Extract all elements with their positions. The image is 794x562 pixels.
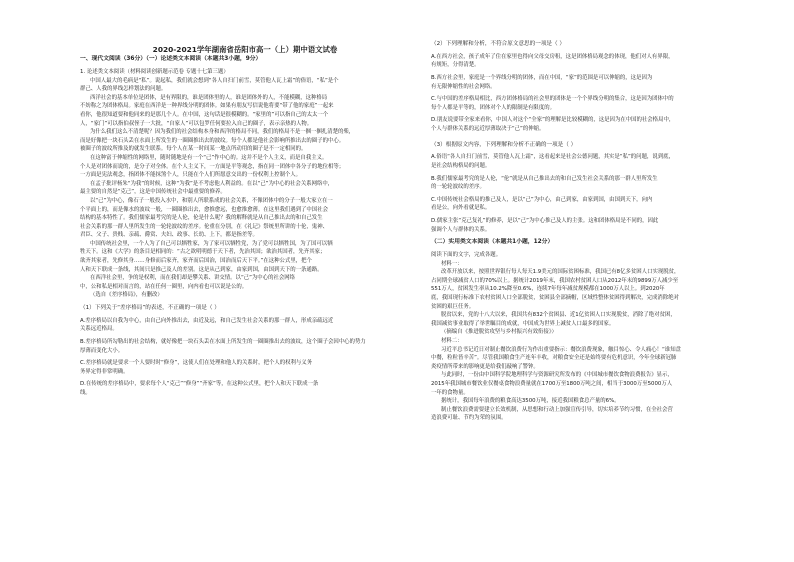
material-line: 占同期全球减贫人口的70%以上。据统计2019年末，我国农村贫困人口从2012年末的9899万人减少至 (431, 277, 679, 284)
exam-title: 2020-2021学年湖南省岳阳市高一（上）期中语文试卷 (152, 45, 338, 54)
section-2-heading: （二）实用类文本阅读（本题共1小题，12分） (431, 239, 554, 246)
material-2-label: 材料二： (441, 338, 463, 345)
section-1-heading: 一、现代文阅读（36分）（一）论述类文本阅读（本题共3小题，9分） (80, 56, 262, 62)
passage-line: 牲天下。这和《大学》的条目是相同的：“古之欲明明德于天下者，先治其国；欲治其国者，先齐其家； (80, 249, 326, 256)
passage-line: 不妨称之为团体格局。家庭在西洋是一种界线分明的团体。如果有朋友写信说他将要“带了他的家庭”一起来 (80, 103, 334, 110)
question-1-1: （1）下列关于“差序格局”的表述，不正确的一项是（ ） (80, 305, 220, 312)
section-2-intro: 阅读下面的文字，完成各题。 (431, 252, 502, 259)
option-line: 每个人都是平等的，团体对个人的限制是有限度的。 (431, 104, 555, 111)
material-line: 与此同时，一份由中国科学院地理科学与资源研究所发布的《中国城市餐饮食物浪费报告》显示， (441, 372, 673, 379)
option-line: C.与中国的差序格局相比，西方团体格局的社会里的团体是一个个界线分明的集合，这是因为团体中的 (431, 96, 674, 103)
option-line: 有规矩，分得清楚。 (431, 62, 480, 69)
passage-line: 中国传统社会里，一个人为了自己可以牺牲家，为了家可以牺牲党，为了党可以牺牲国，为了国可以牺 (90, 240, 333, 247)
passage-line: 个人是对团体而说的，是分子对全体。在个人主义下，一方面是平等观念，指在同一团体中各分子的地位相等； (80, 163, 345, 170)
question-1-2: （2）下列理解和分析，不符合原文意思的一项是（ ） (431, 41, 565, 47)
passage-line: 为什么我们这么不清楚呢？因为我们的社会结构本身和西洋的格局不同，我们的格局不是一捆一捆扎清楚的柴， (90, 129, 355, 136)
material-line: 一年的食物量。 (431, 389, 469, 396)
passage-line: 在这种富于伸缩性的网络里，随时随地是有一个“己”作中心的。这并不是个人主义，而是自我主义。 (90, 154, 328, 161)
material-line: 2015年我国城市餐饮业仅餐桌食物浪费量就在1700万至1800万吨之间，相当于3000万至5000万人 (431, 381, 673, 387)
material-line: 改革开放以来，按照世界银行每人每天1.9美元的国际贫困标准，我国已有8亿多贫困人口实现脱贫， (441, 269, 680, 276)
material-line: 551万人，贫困发生率从10.2%降至0.6%，连续7年每年减贫规模都在1000万人以上。到2020年 (431, 286, 665, 293)
question-1-3: （3）根据原文内容，下列理解和分析不正确的一项是（ ） (431, 141, 577, 148)
passage-line: 在西洋社会里，争的是权利，而在我们却是攀关系、讲交情。以“己”为中心的社会网络 (90, 275, 296, 282)
option-line: B.西方社会里，家庭是一个界线分明的团体，而在中国，“家”的范围是可以伸缩的，这是因为 (431, 74, 653, 81)
passage-line: 个平面上的，而是像水的波纹一般，一圈圈推出去，愈推愈远，也愈推愈薄。在这里我们遇到了中国社会 (80, 206, 328, 213)
option-line: D.儒家主张“克己复礼”的修养，是以“己”为中心推己及人的主张。这和团体格局是不同的，因此 (431, 217, 659, 224)
material-line: 炎疫情所带来的影响更是给我们敲响了警钟。 (431, 363, 539, 370)
option-line: D.朋友说要带全家来看你，中国人对这个“全家”的理解是比较模糊的，这是因为在中国的社会格局中， (431, 117, 675, 124)
option-line: D.在传统的差序格局中，要求每个人“克己”“修身”“齐家”等，在这种公式里，把个人和天下联成一条 (80, 381, 319, 388)
passage-line: 群己、人我的界线怎样划法的问题。 (80, 86, 167, 93)
passage-line: 中国人最大的毛病是“私”。说起私，我们就会想到“各人自扫门前雪，莫管他人瓦上霜”的俗语，“私”是个 (90, 77, 339, 84)
option-line: 个人与群体关系的远近厚薄取决于“己”的伸缩。 (431, 125, 545, 132)
material-line: 造浪费可耻、节约为荣的氛围。 (431, 415, 507, 422)
option-line: C.中国传统社会格局的推己及人，是以“己”为中心，由己到家，由家到国，由国到天下，向内 (431, 196, 653, 203)
question-1-stem: 1. 论述类文本阅读（材料阅读创新题示范卷 专题十七第三题） (80, 69, 229, 75)
passage-line: 被圈子的波纹所推及的就发生联系。每个人在某一时间某一地点所动用的圈子是不一定相同的。 (80, 146, 307, 153)
option-line: 是社会结构格局的问题。 (431, 162, 491, 169)
left-column (80, 0, 410, 562)
passage-source: （选自《差序格局》，有删改） (90, 292, 163, 299)
option-line: 的一轮轮波纹的差序。 (431, 184, 485, 191)
passage-line: 社会关系的那一群人里所发生的一轮轮波纹的差序。伦重在分别，在《礼记》祭统里所讲的十伦，鬼神、 (80, 223, 328, 230)
option-line: A.俗语“各人自扫门前雪，莫管他人瓦上霜”，这看起来是社会公德问题，其实是“私”的问题，说到底， (431, 154, 674, 161)
reading-passage (80, 77, 410, 300)
passage-line: 在孟子批评杨朱“为我”的时候，这种“为我”是不考虑他人利益的。在以“己”为中心的社会关系网络中， (90, 180, 334, 187)
passage-line: 君臣、父子、贵贱、亲疏、爵赏、夫妇、政事、长幼、上下，都是指差等。 (80, 232, 258, 239)
option-line: 强调个人与群体的关系。 (431, 226, 491, 233)
option-line: B.差序格局所勾勒出的社会结构，就好像把一块石头丢在水面上所发生的一圈圈推出去的波纹，这个圈子会因中心的势力 (80, 339, 366, 346)
material-line: 贫困的艰巨任务。 (431, 303, 475, 310)
material-line: 底，我国现行标准下农村贫困人口全部脱贫，贫困县全部摘帽，区域性整体贫困得到解决，完成消除绝对 (431, 295, 679, 302)
option-line: B.我们儒家最考究的是人伦，“伦”就是从自己推出去的和自己发生社会关系的那一群人里所发生 (431, 175, 658, 182)
material-line: 脱贫以来，党的十八大以来，我国共有832个贫困县、近1亿贫困人口实现脱贫，消除了绝对贫困， (441, 312, 676, 319)
passage-line: 中，公和私是相对而言的，站在任何一圈里，向内看也可以说是公的。 (80, 283, 248, 290)
passage-line: 而是好像把一块石头丢在水面上所发生的一圈圈推出去的波纹。每个人都是他社会影响所推出去的圈子的中心。 (80, 137, 345, 144)
option-line: 厚薄而变化大小。 (80, 347, 124, 354)
option-line: 关系远近格局。 (80, 326, 118, 333)
passage-line: 以“己”为中心，像石子一般投入水中，和别人所联系成的社会关系，不像团体中的分子一般大家立在一 (90, 197, 333, 204)
option-line: 务界定得非常明确。 (80, 368, 129, 375)
passage-line: 最主要的自然是“克己”，这是中国传统社会中最重要的修养。 (80, 189, 226, 196)
passage-line: 看你，他很知道要和他同来的是那几个人。在中国，这句话是很模糊的。“家里的”可以指自己的太太一个 (80, 111, 329, 118)
option-line: A.在西方社会，孩子成年了住在家里也得向父母交房租，这是团体格局观念的体现，他们对人有界限， (431, 53, 674, 60)
passage-line: 结构的基本特性了。我们儒家最考究的是人伦，伦是什么呢？我的解释就是从自己推出去的和自己发生 (80, 215, 323, 222)
option-line: 看是公，向外看就是私。 (431, 205, 491, 212)
option-line: 有无限伸缩性的社会网络。 (431, 83, 496, 90)
material-line: 中餐，粒粒皆辛苦”。尽管我国粮食生产连年丰收，对粮食安全还是始终要有危机意识，今年全球新冠肺 (431, 355, 677, 362)
material-source: （摘编自《推进脱贫攻坚与乡村振兴有效衔接》） (441, 329, 557, 336)
passage-line: 人，“家门”可以指伯叔侄子一大批，“自家人”可以包罗任何要拉入自己的圈子，表示亲热的人物。 (80, 120, 313, 127)
option-line: 线。 (80, 389, 91, 396)
passage-line: 西洋社会的基本单位是团体，是有界限的，谁是团体里的人，谁是团体外的人，不能模糊，这种格局 (90, 94, 328, 101)
material-line: 我国减贫事业取得了举世瞩目的成就，中国成为世界上减贫人口最多的国家。 (431, 320, 615, 327)
passage-line: 欲齐其家者，先修其身……身修而后家齐，家齐而后国治，国治而后天下平。”在这种公式里，把个 (80, 258, 312, 265)
material-line: 制止餐饮浪费需要建立长效机制，从思想和行动上加强宣传引导，切实培养节约习惯，在全社会营 (441, 406, 673, 413)
material-line: 习近平总书记近日对制止餐饮浪费行为作出重要指示：餐饮浪费现象，触目惊心、令人痛心！“谁知盘 (441, 346, 681, 353)
option-line: A.差序格局以自我为中心，由自己向外推出去，由近及远，和自己发生社会关系的那一群人，形成亲疏远近 (80, 317, 334, 324)
material-1-label: 材料一： (441, 260, 463, 267)
right-column (431, 0, 761, 562)
material-line: 据统计，我国每年浪费的粮食高达3500万吨，接近我国粮食总产量的6%。 (441, 398, 620, 405)
passage-line: 人和天下联成一条线，其间只是推己及人的差别。这是从己到家，由家到国，由国到天下的一条通路。 (80, 266, 323, 273)
option-line: C.差序格局就是要求一个人要时时“修身”，这使人们在处理和他人的关系时，把个人的权利与义务 (80, 360, 313, 367)
passage-line: 一方面是宪法观念，指团体不能抹煞个人，只能在个人们所愿意交出的一份权利上控制个人。 (80, 172, 302, 179)
